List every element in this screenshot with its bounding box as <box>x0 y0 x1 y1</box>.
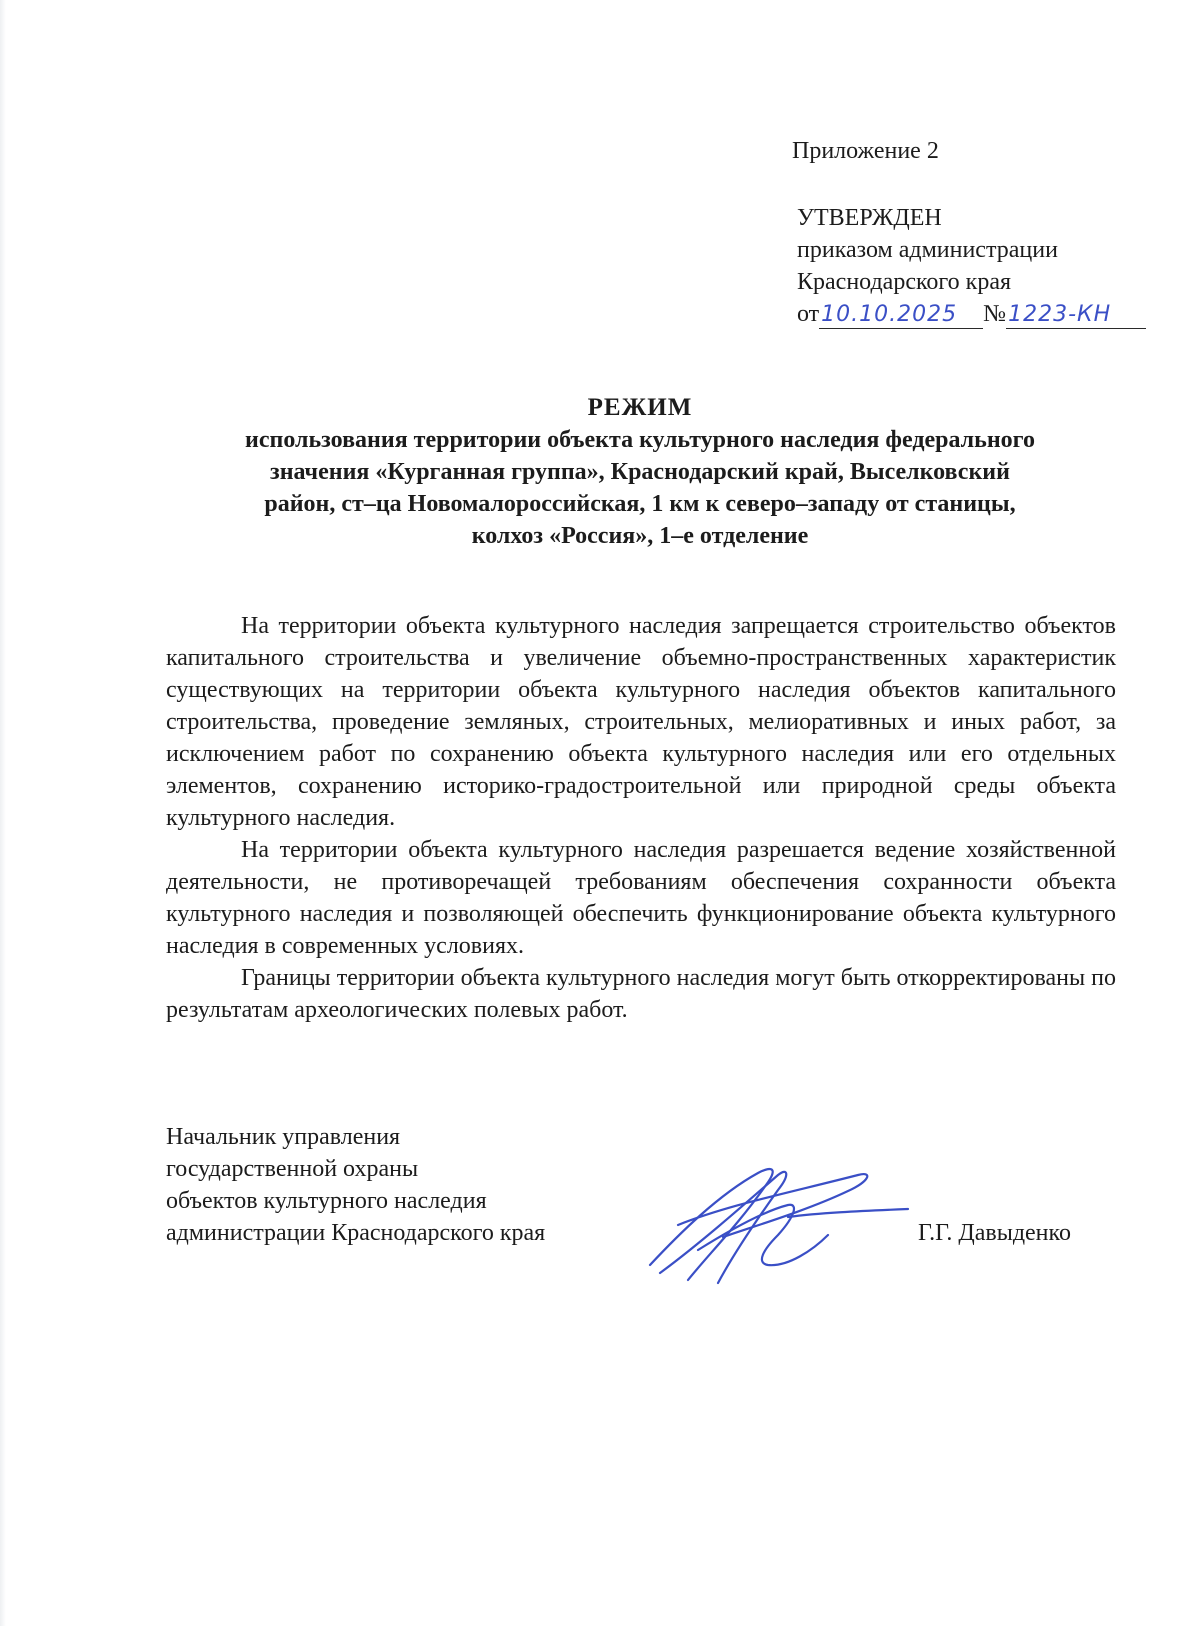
position-line-1: Начальник управления <box>166 1124 401 1150</box>
position-line-2: государственной охраны <box>166 1156 419 1182</box>
title-line-1: использования территории объекта культурного наследия федерального <box>245 427 1035 453</box>
approval-stamp-block <box>797 202 1146 330</box>
signer-name: Г.Г. Давыденко <box>918 1220 1071 1246</box>
paragraph-boundaries: Границы территории объекта культурного наследия могут быть откорректированы по результатам археологических полевых работ. <box>166 965 1116 1023</box>
approved-label: УТВЕРЖДЕН <box>797 205 942 231</box>
title-heading: РЕЖИМ <box>587 394 693 421</box>
title-line-2: значения «Курганная группа», Краснодарский край, Выселковский <box>270 459 1010 485</box>
title-line-4: колхоз «Россия», 1–е отделение <box>471 523 809 549</box>
handwritten-number: 1223-КН <box>1006 302 1146 329</box>
approval-date-line <box>797 298 1146 330</box>
signer-position <box>166 1121 545 1249</box>
paragraph-permission: На территории объекта культурного наследия разрешается ведение хозяйственной деятельности, не противоречащей требованиям обеспечения сохранности объекта культурного наследия и позволяющей обеспечить функционирование объекта культурного наследия в современных условиях. <box>166 837 1116 959</box>
number-sign: № <box>983 301 1007 327</box>
document-body <box>166 610 1116 1026</box>
title-line-3: район, ст–ца Новомалороссийская, 1 км к северо–западу от станицы, <box>264 491 1016 517</box>
position-line-3: объектов культурного наследия <box>166 1188 487 1214</box>
handwritten-date: 10.10.2025 <box>819 302 983 329</box>
document-title <box>165 392 1115 552</box>
scan-edge <box>0 0 6 1626</box>
position-line-4: администрации Краснодарского края <box>166 1220 546 1246</box>
paragraph-prohibition: На территории объекта культурного наследия запрещается строительство объектов капитального строительства и увеличение объемно-пространственных характеристик существующих на территории объекта культурного наследия объектов капитального строительства, проведение земляных, строительных, мелиоративных и иных работ, за исключением работ по сохранению объекта культурного наследия или его отдельных элементов, сохранению историко-градостроительной или природной среды объекта культурного наследия. <box>166 613 1116 831</box>
appendix-label: Приложение 2 <box>792 138 939 164</box>
handwritten-signature <box>638 1155 918 1295</box>
approval-line-2: Краснодарского края <box>797 269 1012 295</box>
approval-line-1: приказом администрации <box>797 237 1058 263</box>
from-label: от <box>797 301 820 327</box>
